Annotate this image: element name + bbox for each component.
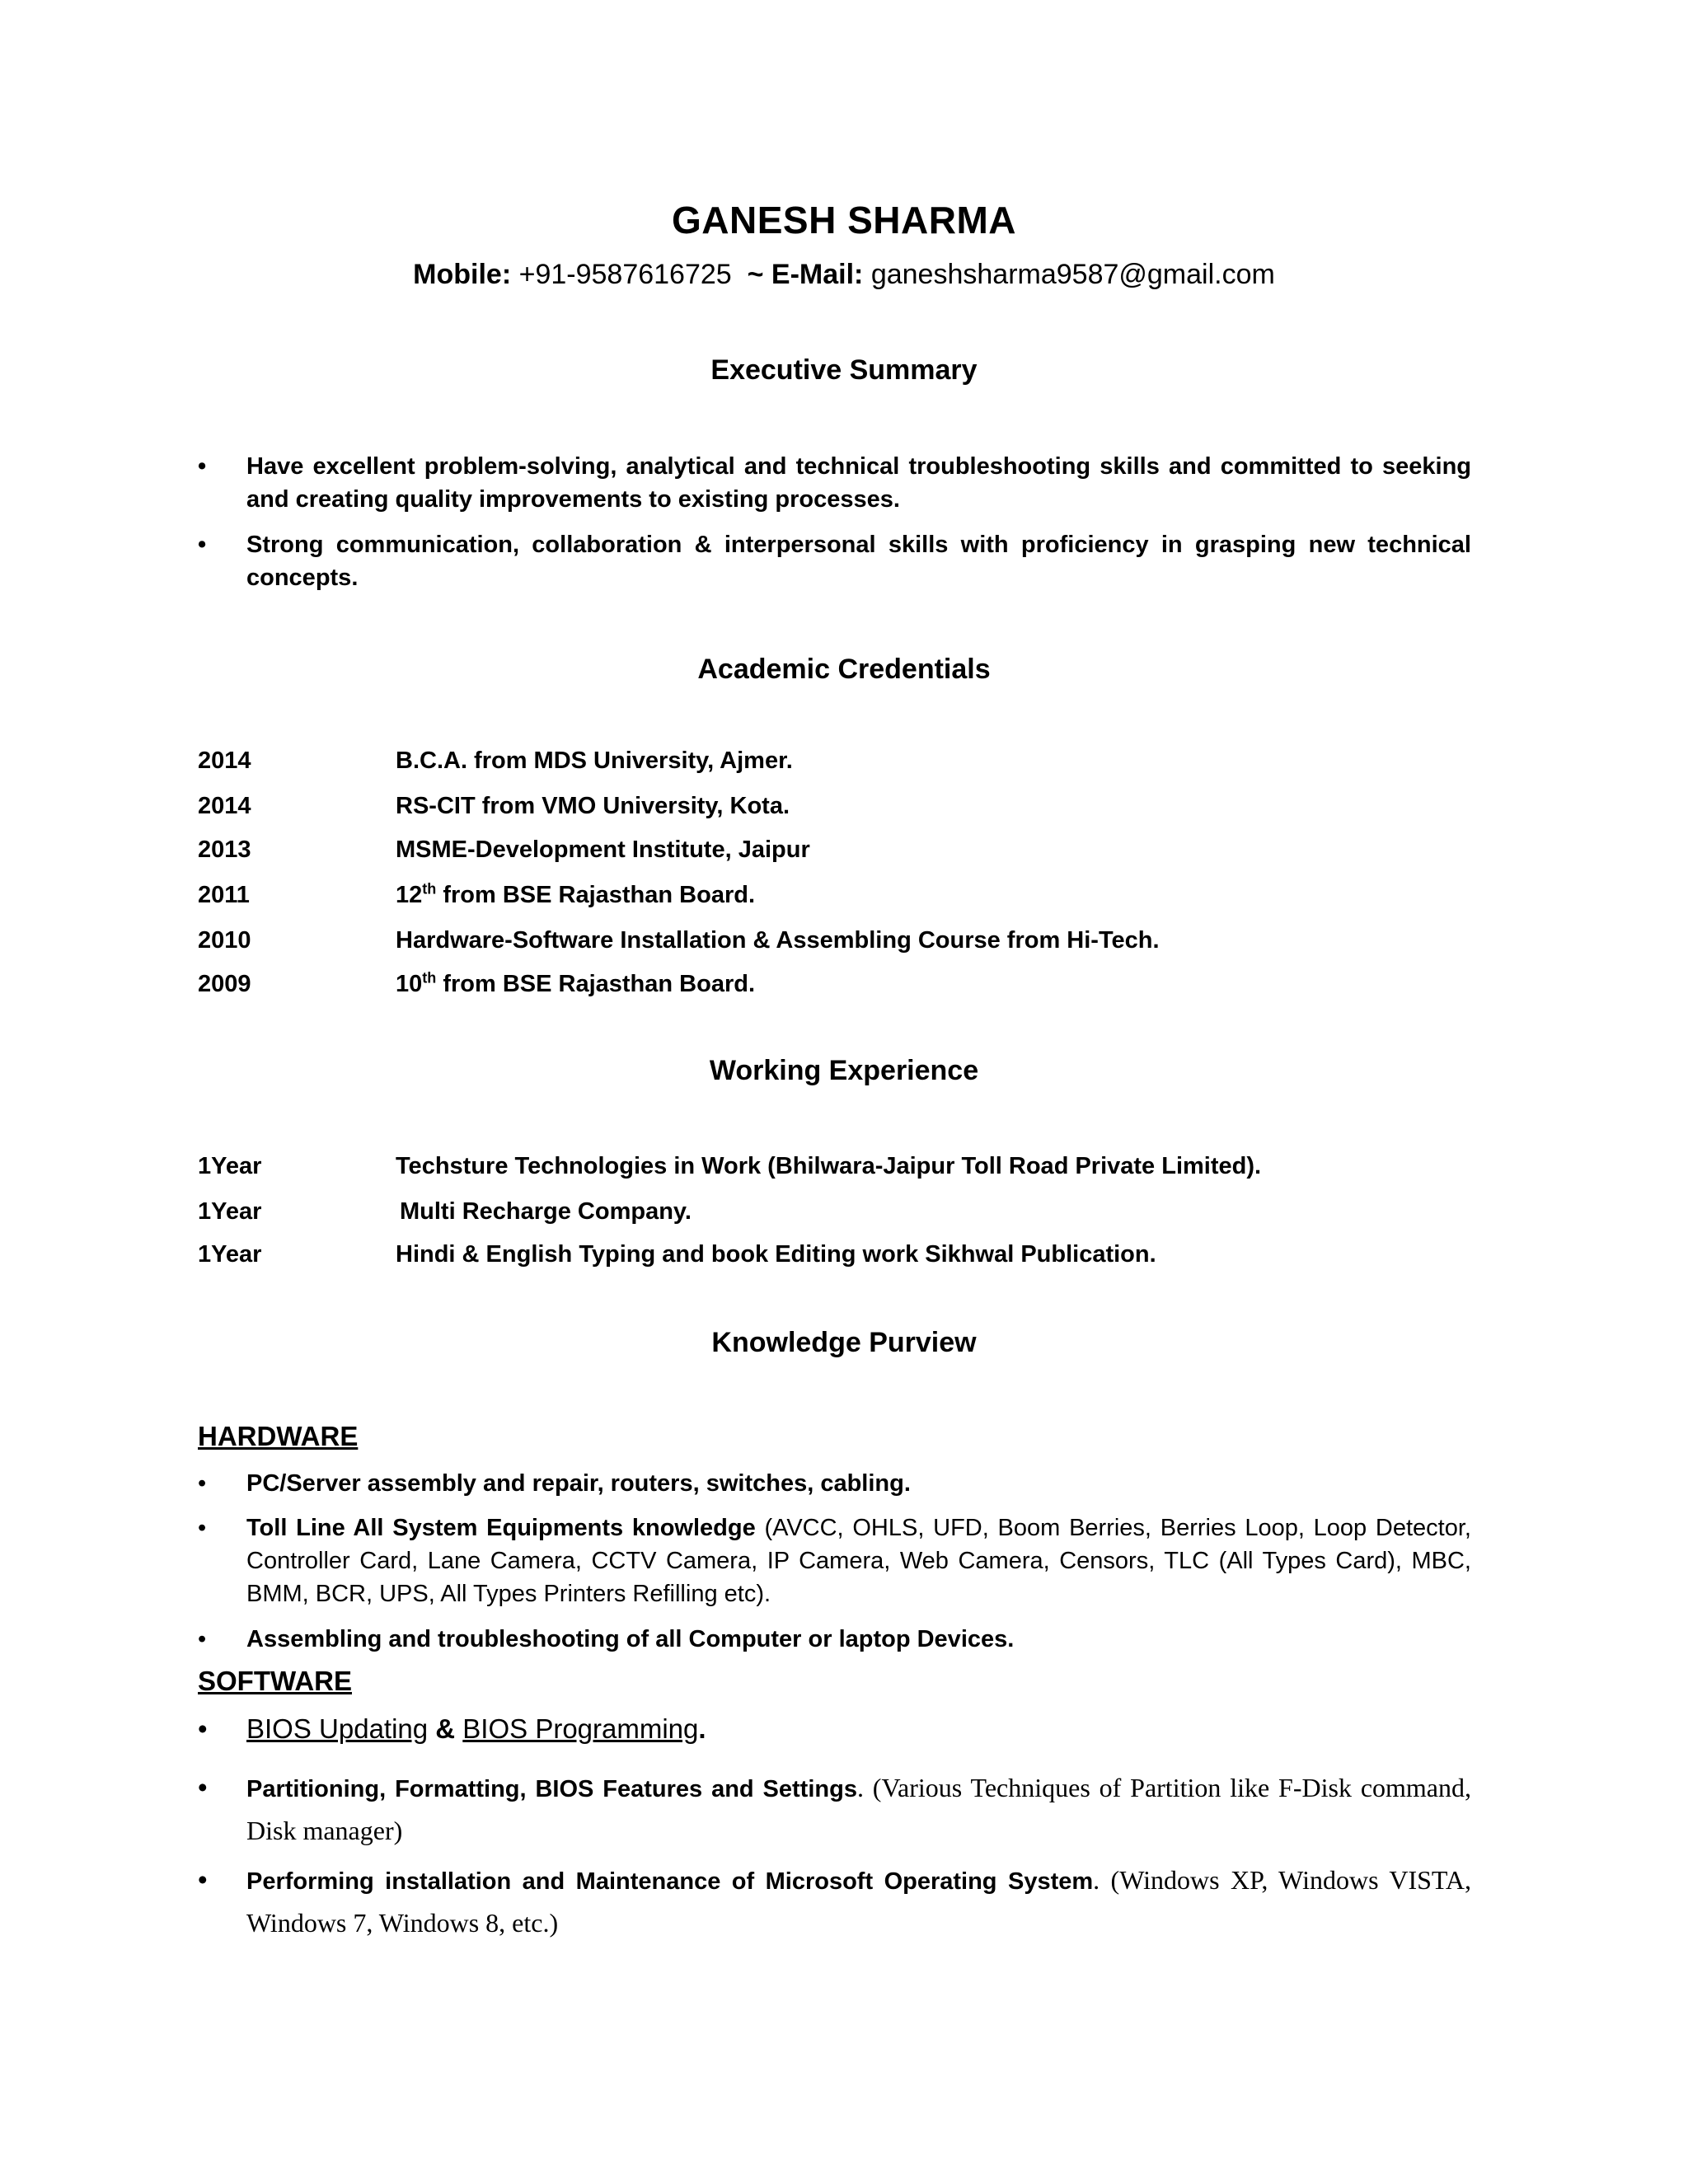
academic-row <box>198 833 1517 866</box>
academic-year: 2014 <box>198 793 251 819</box>
software-bullet-text: Performing installation and Maintenance of Microsoft Operating System. (Windows XP, Windows VISTA, Windows 7, Windows 8, etc.) <box>246 1865 1472 1938</box>
separator: ~ <box>747 259 764 290</box>
hardware-bullet <box>198 1623 1471 1656</box>
bullet-icon: • <box>198 453 207 480</box>
software-bullet <box>198 1859 1471 1945</box>
academic-text: 10th from BSE Rajasthan Board. <box>396 969 756 997</box>
academic-text: B.C.A. from MDS University, Ajmer. <box>396 748 793 774</box>
experience-text: Techsture Technologies in Work (Bhilwara-Jaipur Toll Road Private Limited). <box>396 1153 1262 1179</box>
experience-row <box>198 1195 1517 1228</box>
summary-bullet-text: Have excellent problem-solving, analytical and technical troubleshooting skills and committed to seeking and creating quality improvements to existing processes. <box>246 453 1471 513</box>
bullet-icon: • <box>198 1772 208 1802</box>
section-title-experience: Working Experience <box>709 1055 979 1086</box>
bullet-icon: • <box>198 1864 208 1895</box>
summary-bullet-text: Strong communication, collaboration & interpersonal skills with proficiency in grasping new technical concepts. <box>246 532 1471 591</box>
email-address: ganeshsharma9587@gmail.com <box>870 259 1275 290</box>
bullet-icon: • <box>198 1713 208 1744</box>
summary-bullet <box>198 528 1471 594</box>
academic-year: 2009 <box>198 971 251 997</box>
academic-row <box>198 790 1517 823</box>
experience-row <box>198 1150 1517 1183</box>
academic-year: 2010 <box>198 927 251 954</box>
email-label: E-Mail: <box>771 259 864 290</box>
hardware-bullet <box>198 1511 1471 1610</box>
section-title-executive-summary: Executive Summary <box>710 354 978 386</box>
section-title-academic: Academic Credentials <box>697 654 991 685</box>
bullet-icon: • <box>198 1470 207 1497</box>
hardware-heading: HARDWARE <box>198 1421 359 1451</box>
experience-duration: 1Year <box>198 1241 262 1268</box>
academic-year: 2014 <box>198 748 251 774</box>
experience-text: Hindi & English Typing and book Editing work Sikhwal Publication. <box>396 1241 1156 1268</box>
experience-duration: 1Year <box>198 1198 262 1225</box>
hardware-bullet-text: Toll Line All System Equipments knowledge (AVCC, OHLS, UFD, Boom Berries, Berries Loop, Loop Detector, Controller Card, Lane Camera, CCTV Camera, IP Camera, Web Camera, Censors, TLC (All Types Card), MBC, BMM, BCR, UPS, All Types Printers Refilling etc). <box>246 1515 1471 1607</box>
academic-text: Hardware-Software Installation & Assembling Course from Hi-Tech. <box>396 927 1160 954</box>
software-bullet-text: Partitioning, Formatting, BIOS Features and Settings. (Various Techniques of Partition like F-Disk command, Disk manager) <box>246 1773 1472 1845</box>
summary-bullet <box>198 450 1471 516</box>
experience-duration: 1Year <box>198 1153 262 1179</box>
academic-text: RS-CIT from VMO University, Kota. <box>396 793 790 819</box>
academic-year: 2011 <box>198 882 250 908</box>
bullet-icon: • <box>198 1626 207 1652</box>
academic-year: 2013 <box>198 837 251 863</box>
mobile-label: Mobile: <box>413 259 512 290</box>
software-heading: SOFTWARE <box>198 1666 352 1696</box>
mobile-number: +91-9587616725 <box>518 259 732 290</box>
hardware-bullet <box>198 1467 1471 1500</box>
academic-row <box>198 744 1517 777</box>
bullet-icon: • <box>198 1515 207 1541</box>
academic-row <box>198 924 1517 957</box>
bullet-icon: • <box>198 532 207 558</box>
software-bullet <box>198 1767 1471 1853</box>
contact-line <box>0 259 1688 291</box>
academic-text: MSME-Development Institute, Jaipur <box>396 837 810 863</box>
academic-row <box>198 879 1517 912</box>
experience-text: Multi Recharge Company. <box>400 1198 692 1225</box>
software-bullet <box>198 1713 1471 1746</box>
software-bullet-text: BIOS Updating & BIOS Programming. <box>246 1713 706 1744</box>
section-title-knowledge: Knowledge Purview <box>711 1327 977 1358</box>
hardware-bullet-text: PC/Server assembly and repair, routers, switches, cabling. <box>246 1470 911 1497</box>
hardware-bullet-text: Assembling and troubleshooting of all Computer or laptop Devices. <box>246 1626 1015 1652</box>
experience-row <box>198 1238 1517 1271</box>
academic-text: 12th from BSE Rajasthan Board. <box>396 880 756 908</box>
academic-row <box>198 968 1517 1001</box>
candidate-name: GANESH SHARMA <box>672 199 1016 241</box>
